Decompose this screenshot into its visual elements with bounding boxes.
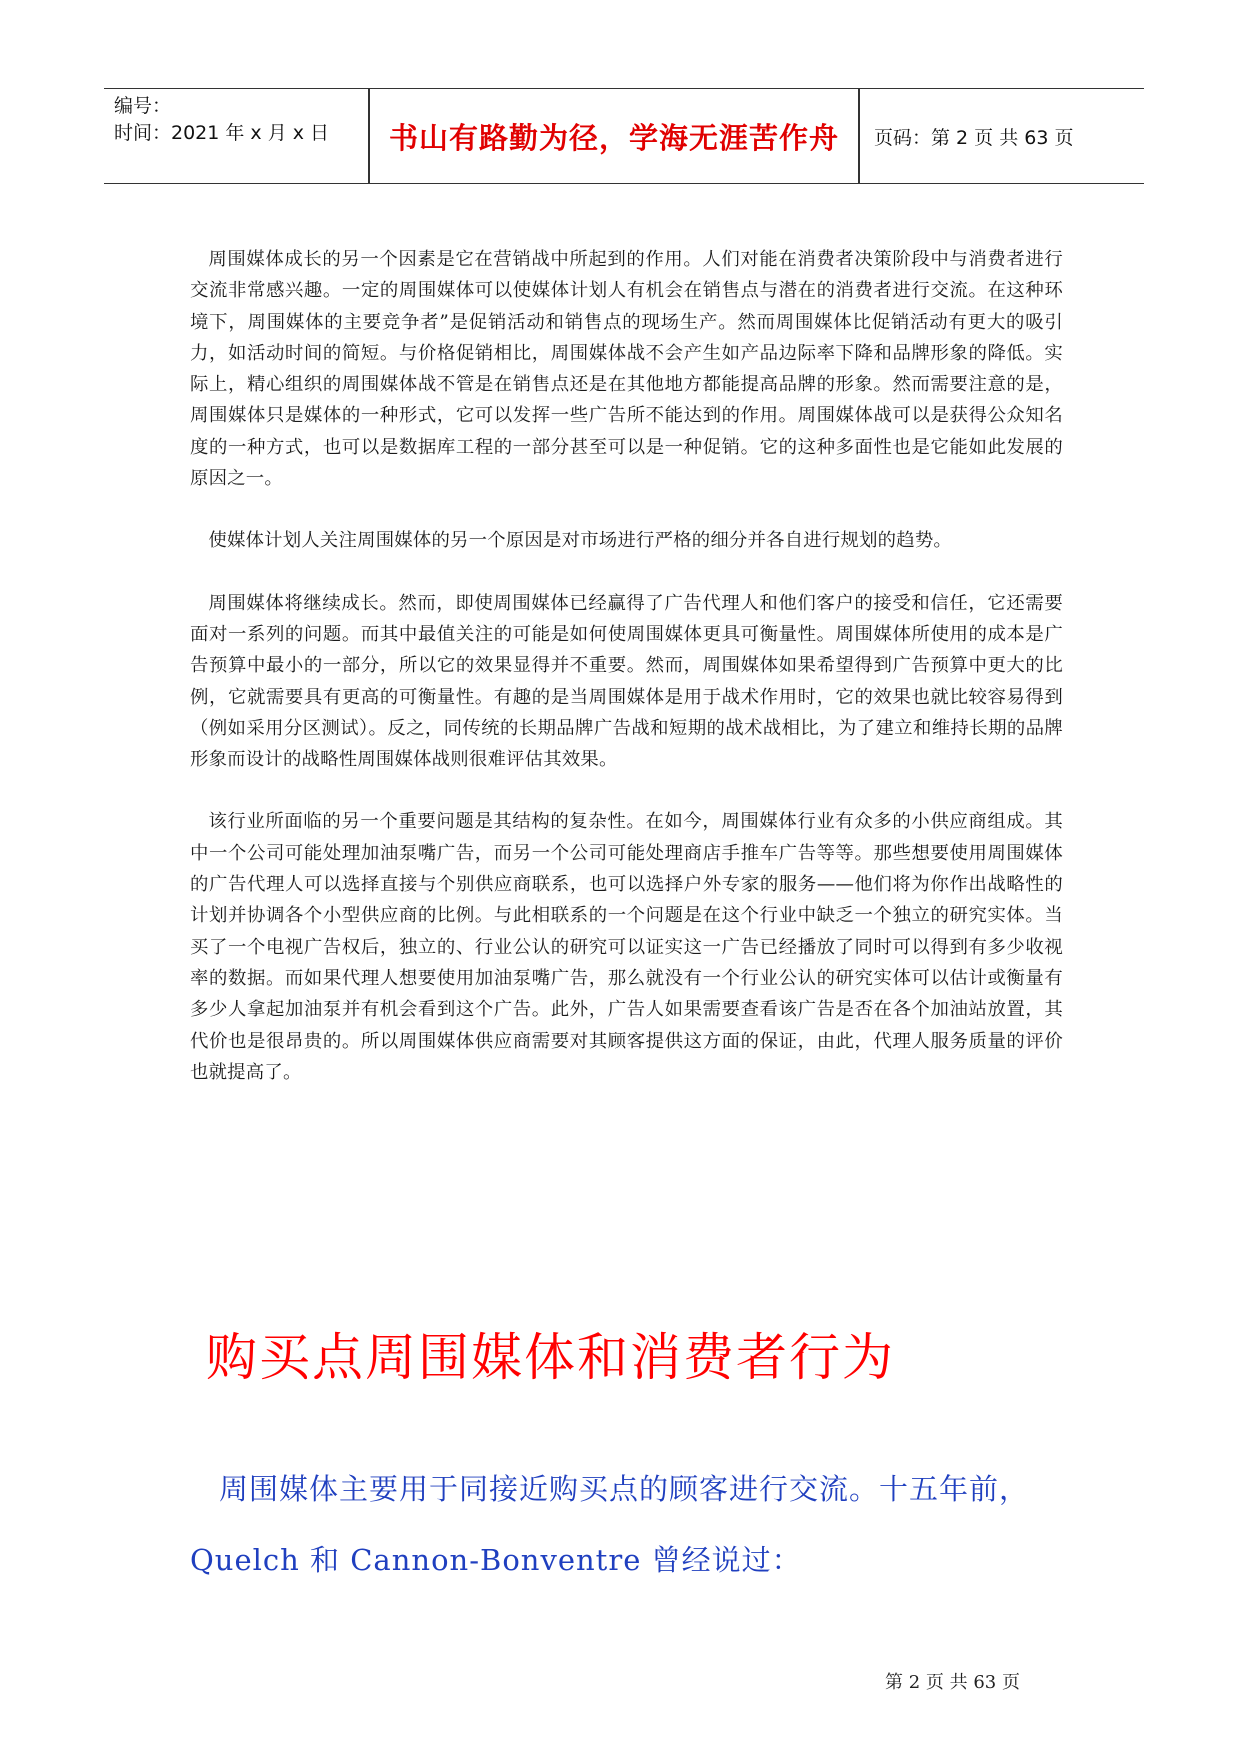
- document-date: 时间：2021 年 x 月 x 日: [114, 122, 330, 144]
- section-intro: 周围媒体主要用于同接近购买点的顾客进行交流。十五年前，Quelch 和 Cannon-Bonventre 曾经说过：: [190, 1472, 1030, 1577]
- document-body: [190, 244, 1063, 1119]
- document-number-label: 编号：: [114, 95, 172, 117]
- body-paragraph: 周围媒体将继续成长。然而，即使周围媒体已经赢得了广告代理人和他们客户的接受和信任，它还需要面对一系列的问题。而其中最值关注的可能是如何使周围媒体更具可衡量性。周围媒体所使用的成本是广告预算中最小的一部分，所以它的效果显得并不重要。然而，周围媒体如果希望得到广告预算中更大的比例，它就需要具有更高的可衡量性。有趣的是当周围媒体是用于战术作用时，它的效果也就比较容易得到（例如采用分区测试）。反之，同传统的长期品牌广告战和短期的战术战相比，为了建立和维持长期的品牌形象而设计的战略性周围媒体战则很难评估其效果。: [190, 592, 1063, 771]
- header-motto: 书山有路勤为径，学海无涯苦作舟: [388, 120, 839, 155]
- section-heading: 购买点周围媒体和消费者行为: [206, 1329, 896, 1389]
- header-meta: [114, 93, 364, 147]
- header-page-info: 页码：第 2 页 共 63 页: [874, 126, 1074, 149]
- page-header: [104, 88, 1144, 184]
- body-paragraph: 周围媒体成长的另一个因素是它在营销战中所起到的作用。人们对能在消费者决策阶段中与消费者进行交流非常感兴趣。一定的周围媒体可以使媒体计划人有机会在销售点与潜在的消费者进行交流。在这种环境下，周围媒体的主要竞争者”是促销活动和销售点的现场生产。然而周围媒体比促销活动有更大的吸引力，如活动时间的简短。与价格促销相比，周围媒体战不会产生如产品边际率下降和品牌形象的降低。实际上，精心组织的周围媒体战不管是在销售点还是在其他地方都能提高品牌的形象。然而需要注意的是，周围媒体只是媒体的一种形式，它可以发挥一些广告所不能达到的作用。周围媒体战可以是获得公众知名度的一种方式，也可以是数据库工程的一部分甚至可以是一种促销。它的这种多面性也是它能如此发展的原因之一。: [190, 249, 1063, 490]
- body-paragraph: 该行业所面临的另一个重要问题是其结构的复杂性。在如今，周围媒体行业有众多的小供应商组成。其中一个公司可能处理加油泵嘴广告，而另一个公司可能处理商店手推车广告等等。那些想要使用周围媒体的广告代理人可以选择直接与个别供应商联系，也可以选择户外专家的服务——他们将为你作出战略性的计划并协调各个小型供应商的比例。与此相联系的一个问题是在这个行业中缺乏一个独立的研究实体。当买了一个电视广告权后，独立的、行业公认的研究可以证实这一广告已经播放了同时可以得到有多少收视率的数据。而如果代理人想要使用加油泵嘴广告，那么就没有一个行业公认的研究实体可以估计或衡量有多少人拿起加油泵并有机会看到这个广告。此外，广告人如果需要查看该广告是否在各个加油站放置，其代价也是很昂贵的。所以周围媒体供应商需要对其顾客提供这方面的保证，由此，代理人服务质量的评价也就提高了。: [190, 811, 1063, 1083]
- page-footer: 第 2 页 共 63 页: [885, 1672, 1020, 1693]
- body-paragraph: 使媒体计划人关注周围媒体的另一个原因是对市场进行严格的细分并各自进行规划的趋势。: [208, 530, 953, 552]
